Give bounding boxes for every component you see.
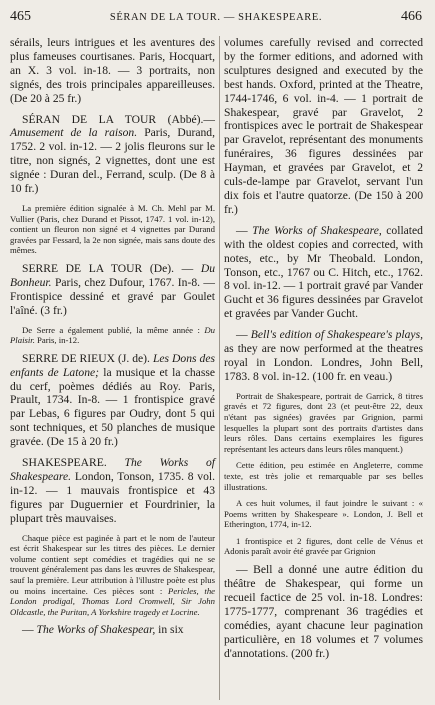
running-title: SÉRAN DE LA TOUR. — SHAKESPEARE. [109, 12, 323, 23]
entry-shakespeare [10, 456, 215, 526]
entry-note: Portrait de Shakespeare, portrait de Garrick, 8 titres gravés et 72 figures, dont 23 (et peut-être 22, deux n'étant pas signées) gravées par Grignion, parmi lesquelles la plupart sont des portraits d'artistes dans leurs rôles. Dans certains exemplaires les figures représentant les acteurs dans leurs rôles manquent.) [224, 390, 423, 454]
entry-note: A ces huit volumes, il faut joindre le suivant : « Poems written by Shakespeare ». London, J. Bell et Etherington, 1774, in-12. [224, 498, 423, 530]
page-number-right: 466 [401, 9, 422, 24]
entry-body: London, Tonson, 1735. 8 vol. in-12. — 1 mauvais frontispice et 43 figures par Duguernier et Fourdrinier, la plupart très mauvaises. [10, 470, 215, 525]
entry-body: collated with the oldest copies and corrected, with notes, etc., by Mr Theobald. London, Tonson, etc., 1767 ou C. Hitch, etc., 1762. 8 vol. in-12. — 1 portrait gravé par Vander Gucht et 36 figures dessinées par Gravelot et gravées par Vander Gucht. [224, 223, 423, 321]
entry-author: SHAKESPEARE. [22, 456, 107, 470]
page-number-left: 465 [10, 9, 31, 24]
entry-note: De Serre a également publié, la même année : Du Plaisir. Paris, in-12. [10, 324, 215, 346]
entry-title: Les Dons des enfants de Latone; [10, 351, 215, 379]
entry-title: Du Bonheur. [10, 261, 215, 289]
entry-body: in six [158, 623, 184, 637]
column-divider [219, 36, 220, 700]
entry-author: SERRE DE RIEUX (J. de). [22, 351, 150, 365]
page-header [10, 9, 422, 25]
entry-title: The Works of Shakespear, [36, 623, 156, 637]
entry-author: SÉRAN DE LA TOUR (Abbé). [22, 112, 204, 126]
entry-body: as they are now performed at the theatres royal in London. Londres, John Bell, 1783. 8 vol. in-12. (100 fr. en veau.) [224, 342, 423, 383]
entry-continuation: volumes carefully revised and corrected by the former editions, and adorned with sculptures designed and executed by the best hands. Oxford, printed at the Theatre, 1744-1746, 6 vol. in-4. — 1 portrait de Shakespear, gravé par Gravelot, 2 frontispices avec le portrait de Shakespear par Gravelot, représentant des monuments funéraires, 36 figures dessinées par Hayman, et gravées par Gravelot, et 2 culs-de-lampe par Gravelot, servant l'un dix fois et l'autre quatorze. (De 150 à 200 fr.) [224, 36, 423, 216]
entry-title: The Works of Shakespeare, [252, 223, 382, 237]
entry-note: 1 frontispice et 2 figures, dont celle de Vénus et Adonis paraît avoir été gravée par Grignion [224, 535, 423, 557]
entry-seran-de-la-tour: SÉRAN DE LA TOUR (Abbé).—Amusement de la raison. Paris, Durand, 1752. 2 vol. in-12. — 2 jolis fleurons sur le titre, non signés, 2 vignettes, dont une est signée : Duran del., Ferrand, sculp. (De 8 à 10 fr.) [10, 112, 215, 196]
entry-note: Cette édition, peu estimée en Angleterre, comme texte, est très jolie et remarquable par ses belles illustrations. [224, 460, 423, 492]
left-column [10, 36, 215, 644]
entry-works-of-shakespear: — The Works of Shakespear, in six [22, 623, 184, 637]
entry-title: The Works of Shakespeare. [10, 456, 216, 483]
entry-author: SERRE DE LA TOUR (De). — [22, 261, 194, 275]
entry-bells-edition: — Bell's edition of Shakespeare's plays, as they are now performed at the theatres royal in London. Londres, John Bell, 1783. 8 vol. in-12. (100 fr. en veau.) [224, 328, 423, 383]
entry-title: Bell's edition of Shakespeare's plays, [250, 328, 423, 342]
entry-serre-de-la-tour [10, 262, 215, 318]
entry-continuation: sérails, leurs intrigues et les aventures des plus fameuses courtisanes. Paris, Hocquart, an X. 3 vol. in-18. — 3 portraits, non signés, des trois principales appareilleuses. (De 20 à 25 fr.) [10, 36, 215, 105]
entry-serre-de-rieux [10, 352, 215, 449]
entry-note: La première édition signalée à M. Ch. Mehl par M. Vullier (Paris, chez Durand et Pissot, 1747. 1 vol. in-12), contient un fleuron non signé et 4 vignettes par Durand gravées par Fessard, la 2e non signée, mais sans doute des mêmes. [10, 202, 215, 256]
entry-title: Amusement de la raison. [10, 126, 138, 140]
entry-bell-autre-edition: — Bell a donné une autre édition du théâtre de Shakespear, qui forme un recueil factice de 25 vol. in-18. Londres: 1775-1777, comprenant 36 tragédies et comédies, ayant chacune leur pagination particulière, en 18 volumes et 7 volumes d'annotations. (200 fr.) [224, 563, 423, 660]
entry-body: la musique et la chasse du cerf, poèmes dédiés au Roy. Paris, Prault, 1734. In-8. — 1 frontispice gravé par Lebas, 6 figures par Oudry, dont 5 qui sont techniques, et 50 planches de musique gravée. (De 15 à 20 fr.) [10, 365, 215, 449]
entry-body: Paris, chez Dufour, 1767. In-8. — Frontispice dessiné et gravé par Goulet l'aîné. (3 fr.) [10, 275, 215, 317]
entry-works-of-shakespeare-theobald: — The Works of Shakespeare, collated with the oldest copies and corrected, with notes, etc., by Mr Theobald. London, Tonson, etc., 1767 ou C. Hitch, etc., 1762. 8 vol. in-12. — 1 portrait gravé par Vander Gucht et 36 figures dessinées par Gravelot et gravées par Vander Gucht. [224, 223, 423, 321]
entry-body: Paris, Durand, 1752. 2 vol. in-12. — 2 jolis fleurons sur le titre, non signés, 2 vignettes, dont une est signée : Duran del., Ferrand, sculp. (De 8 à 10 fr.) [10, 126, 215, 196]
right-column [224, 36, 423, 667]
entry-note: Chaque pièce est paginée à part et le nom de l'auteur est écrit Shakespear sur les titres des pièces. Le dernier volume contient sept comédies et tragédies qui ne se trouvent généralement pas dans les œuvres de Shakespear, sauf la première. Leur attribution à l'illustre poète est plus ou moins incertaine. Ces pièces sont : Pericles, the London prodigal, Thomas Lord Cromwell, Sir John Oldcastle, the Puritan, A Yorkshire tragedy et Locrine. [10, 532, 216, 617]
